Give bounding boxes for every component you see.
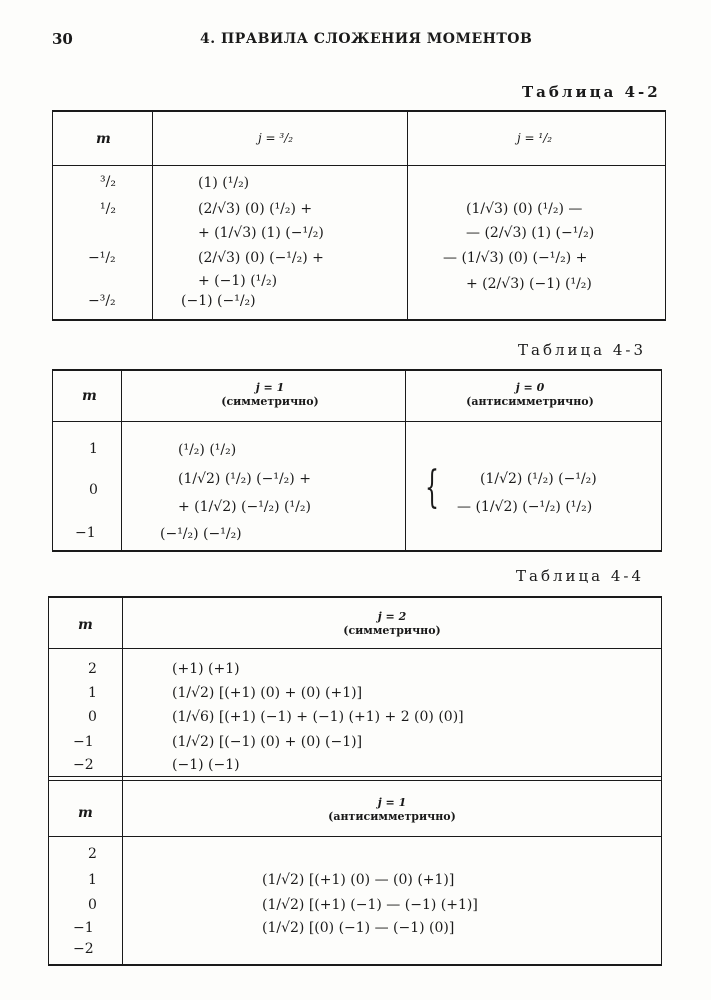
m-value: 2 xyxy=(88,846,97,862)
m-value: 0 xyxy=(88,897,97,913)
table-4-3-caption: Таблица 4-3 xyxy=(518,341,647,359)
formula-line: (2/√3) (0) (¹/₂) + xyxy=(198,201,313,217)
header-m: m xyxy=(82,388,97,404)
m-value: −1 xyxy=(73,734,94,750)
formula-line: (+1) (+1) xyxy=(172,661,240,677)
m-value: ³/₂ xyxy=(100,174,116,190)
m-value: −³/₂ xyxy=(88,293,116,309)
m-value: −1 xyxy=(75,525,96,541)
m-value: −2 xyxy=(73,757,94,773)
table-4-4-caption: Таблица 4-4 xyxy=(516,567,645,585)
formula-line: (¹/₂) (¹/₂) xyxy=(178,442,237,458)
header-symmetric: (симметрично) xyxy=(343,624,441,637)
header-m: m xyxy=(78,805,93,821)
m-value: −2 xyxy=(73,941,94,957)
formula-line: (1/√2) [(+1) (−1) — (−1) (+1)] xyxy=(262,897,478,913)
formula-line: (1/√2) (¹/₂) (−¹/₂) + xyxy=(178,471,311,487)
formula-line: — (1/√2) (−¹/₂) (¹/₂) xyxy=(457,499,593,515)
header-j-1-2: j = ¹/₂ xyxy=(517,131,553,145)
formula-line: (−¹/₂) (−¹/₂) xyxy=(160,526,242,542)
m-value: 2 xyxy=(88,661,97,677)
m-value: 1 xyxy=(89,441,98,457)
m-value: 1 xyxy=(88,685,97,701)
header-j-1: j = 1 xyxy=(255,381,285,394)
curly-brace: { xyxy=(425,462,439,513)
formula-line: + (1/√3) (1) (−¹/₂) xyxy=(198,225,324,241)
formula-line: — (1/√3) (0) (−¹/₂) + xyxy=(443,250,588,266)
formula-line: (1/√2) [(+1) (0) — (0) (+1)] xyxy=(262,872,455,888)
formula-line: (1/√2) [(−1) (0) + (0) (−1)] xyxy=(172,734,363,750)
formula-line: (1/√2) [(+1) (0) + (0) (+1)] xyxy=(172,685,363,701)
formula-line: — (2/√3) (1) (−¹/₂) xyxy=(466,225,595,241)
m-value: ¹/₂ xyxy=(100,201,116,217)
m-value: −1 xyxy=(73,920,94,936)
m-value: 0 xyxy=(88,709,97,725)
page-number: 30 xyxy=(52,30,73,48)
formula-line: (1/√3) (0) (¹/₂) — xyxy=(466,201,583,217)
formula-line: + (−1) (¹/₂) xyxy=(198,273,278,289)
formula-line: (1/√2) [(0) (−1) — (−1) (0)] xyxy=(262,920,455,936)
table-4-2-caption: Таблица 4-2 xyxy=(522,83,661,101)
header-antisymmetric: (антисимметрично) xyxy=(466,395,594,408)
formula-line: (2/√3) (0) (−¹/₂) + xyxy=(198,250,324,266)
header-m: m xyxy=(78,617,93,633)
header-j-0: j = 0 xyxy=(515,381,545,394)
formula-line: (−1) (−¹/₂) xyxy=(181,293,256,309)
header-m: m xyxy=(96,131,111,147)
formula-line: + (1/√2) (−¹/₂) (¹/₂) xyxy=(178,499,311,515)
header-antisymmetric: (антисимметрично) xyxy=(328,810,456,823)
formula-line: + (2/√3) (−1) (¹/₂) xyxy=(466,276,592,292)
m-value: 1 xyxy=(88,872,97,888)
running-title: 4. ПРАВИЛА СЛОЖЕНИЯ МОМЕНТОВ xyxy=(200,31,533,47)
formula-line: (1/√6) [(+1) (−1) + (−1) (+1) + 2 (0) (0)] xyxy=(172,709,464,725)
m-value: −¹/₂ xyxy=(88,250,116,266)
formula-line: (−1) (−1) xyxy=(172,757,240,773)
header-j-2: j = 2 xyxy=(377,610,407,623)
formula-line: (1/√2) (¹/₂) (−¹/₂) xyxy=(480,471,597,487)
m-value: 0 xyxy=(89,482,98,498)
header-j-3-2: j = ³/₂ xyxy=(258,131,294,145)
formula-line: (1) (¹/₂) xyxy=(198,175,250,191)
header-symmetric: (симметрично) xyxy=(221,395,319,408)
header-j-1: j = 1 xyxy=(377,796,407,809)
